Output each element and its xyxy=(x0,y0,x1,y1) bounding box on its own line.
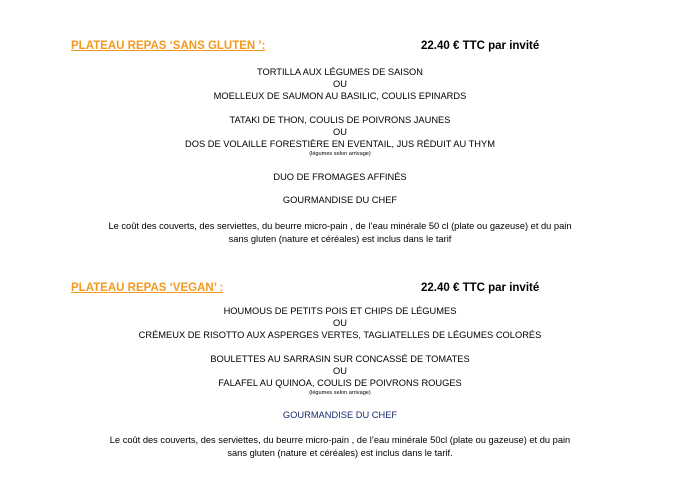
gluten-free-header xyxy=(0,40,680,56)
menu-line: DUO DE FROMAGES AFFINÉS xyxy=(273,172,407,182)
menu-line: MOELLEUX DE SAUMON AU BASILIC, COULIS EPINARDS xyxy=(213,91,467,101)
menu-line: GOURMANDISE DU CHEF xyxy=(282,410,398,420)
vegan-header xyxy=(0,282,680,298)
menu-line: DOS DE VOLAILLE FORESTIÈRE EN EVENTAIL, JUS RÉDUIT AU THYM xyxy=(185,139,495,149)
menu-note: (légumes selon arrivage) xyxy=(309,151,371,157)
menu-line: TATAKI DE THON, COULIS DE POIVRONS JAUNES xyxy=(229,115,451,125)
menu-line: FALAFEL AU QUINOA, COULIS DE POIVRONS ROUGES xyxy=(218,378,462,388)
menu-note: (légumes selon arrivage) xyxy=(309,390,371,396)
gluten-free-footer xyxy=(40,220,640,246)
menu-line-or: OU xyxy=(333,318,347,328)
menu-line-or: OU xyxy=(333,366,347,376)
menu-line: BOULETTES AU SARRASIN SUR CONCASSÉ DE TOMATES xyxy=(210,354,470,364)
footer-line: sans gluten (nature et céréales) est inclus dans le tarif. xyxy=(227,448,453,458)
vegan-footer xyxy=(40,434,640,460)
menu-line: GOURMANDISE DU CHEF xyxy=(282,195,398,205)
menu-line-or: OU xyxy=(333,79,347,89)
menu-line: TORTILLA AUX LÉGUMES DE SAISON xyxy=(256,67,424,77)
footer-line: Le coût des couverts, des serviettes, du beurre micro-pain , de l’eau minérale 50cl (plate ou gazeuse) et du pain xyxy=(109,435,571,445)
footer-line: Le coût des couverts, des serviettes, du beurre micro-pain , de l’eau minérale 50 cl (plate ou gazeuse) et du pain xyxy=(108,221,572,231)
vegan-price: 22.40 € TTC par invité xyxy=(421,282,540,294)
gluten-free-title: PLATEAU REPAS ‘SANS GLUTEN ’: xyxy=(71,40,266,52)
vegan-title: PLATEAU REPAS ‘VEGAN’ : xyxy=(71,282,224,294)
menu-line: CRÉMEUX DE RISOTTO AUX ASPERGES VERTES, TAGLIATELLES DE LÉGUMES COLORÉS xyxy=(138,330,542,340)
menu-line: HOUMOUS DE PETITS POIS ET CHIPS DE LÉGUMES xyxy=(223,306,457,316)
gluten-free-price: 22.40 € TTC par invité xyxy=(421,40,540,52)
menu-line-or: OU xyxy=(333,127,347,137)
footer-line: sans gluten (nature et céréales) est inclus dans le tarif xyxy=(228,234,452,244)
